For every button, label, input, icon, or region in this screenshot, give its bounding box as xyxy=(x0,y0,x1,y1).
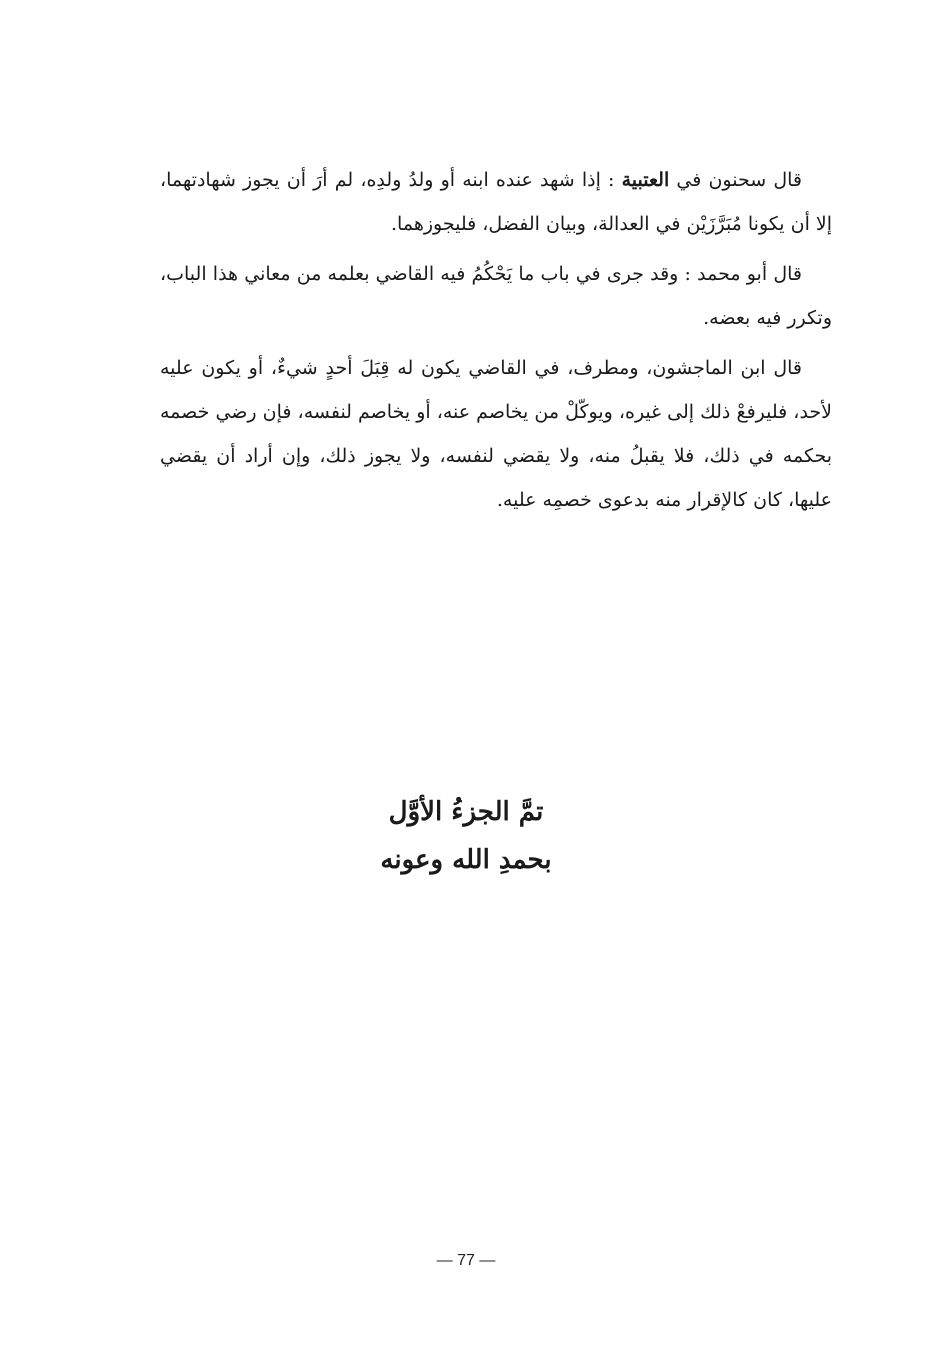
paragraph-1-rest: : إذا شهد عنده ابنه أو ولدُ ولدِه، لم أرَ أن يجوز شهادتهما، إلا أن يكونا مُبَرَّزَيْن في العدالة، وبيان الفضل، فليجوزهما. xyxy=(160,169,832,235)
colophon-line-2: بحمدِ الله وعونه xyxy=(380,845,552,875)
paragraph-3-text: قال ابن الماجشون، ومطرف، في القاضي يكون له قِبَلَ أحدٍ شيءٌ، أو يكون عليه لأحد، فليرفعْ ذلك إلى غيره، ويوكّلْ من يخاصم عنه، أو يخاصم لنفسه، فإن رضي خصمه بحكمه في ذلك، فلا يقبلُ منه، ولا يقضي لنفسه، ولا يجوز ذلك، وإن أراد أن يقضي عليها، كان كالإقرار منه بدعوى خصمِه عليه. xyxy=(160,357,832,511)
colophon-line-1: تمَّ الجزءُ الأوَّل xyxy=(388,797,544,827)
paragraph-3 xyxy=(160,346,832,522)
paragraph-1-bold-term: العتبية xyxy=(621,169,670,191)
body-text xyxy=(160,158,832,528)
paragraph-1-intro: قال سحنون في xyxy=(669,169,802,191)
paragraph-1 xyxy=(160,158,832,246)
paragraph-2-text: قال أبو محمد : وقد جرى في باب ما يَحْكُمُ فيه القاضي بعلمه من معاني هذا الباب، وتكرر فيه بعضه. xyxy=(160,263,832,329)
colophon xyxy=(0,788,932,884)
page-number: — 77 — xyxy=(436,1252,496,1269)
paragraph-2 xyxy=(160,252,832,340)
